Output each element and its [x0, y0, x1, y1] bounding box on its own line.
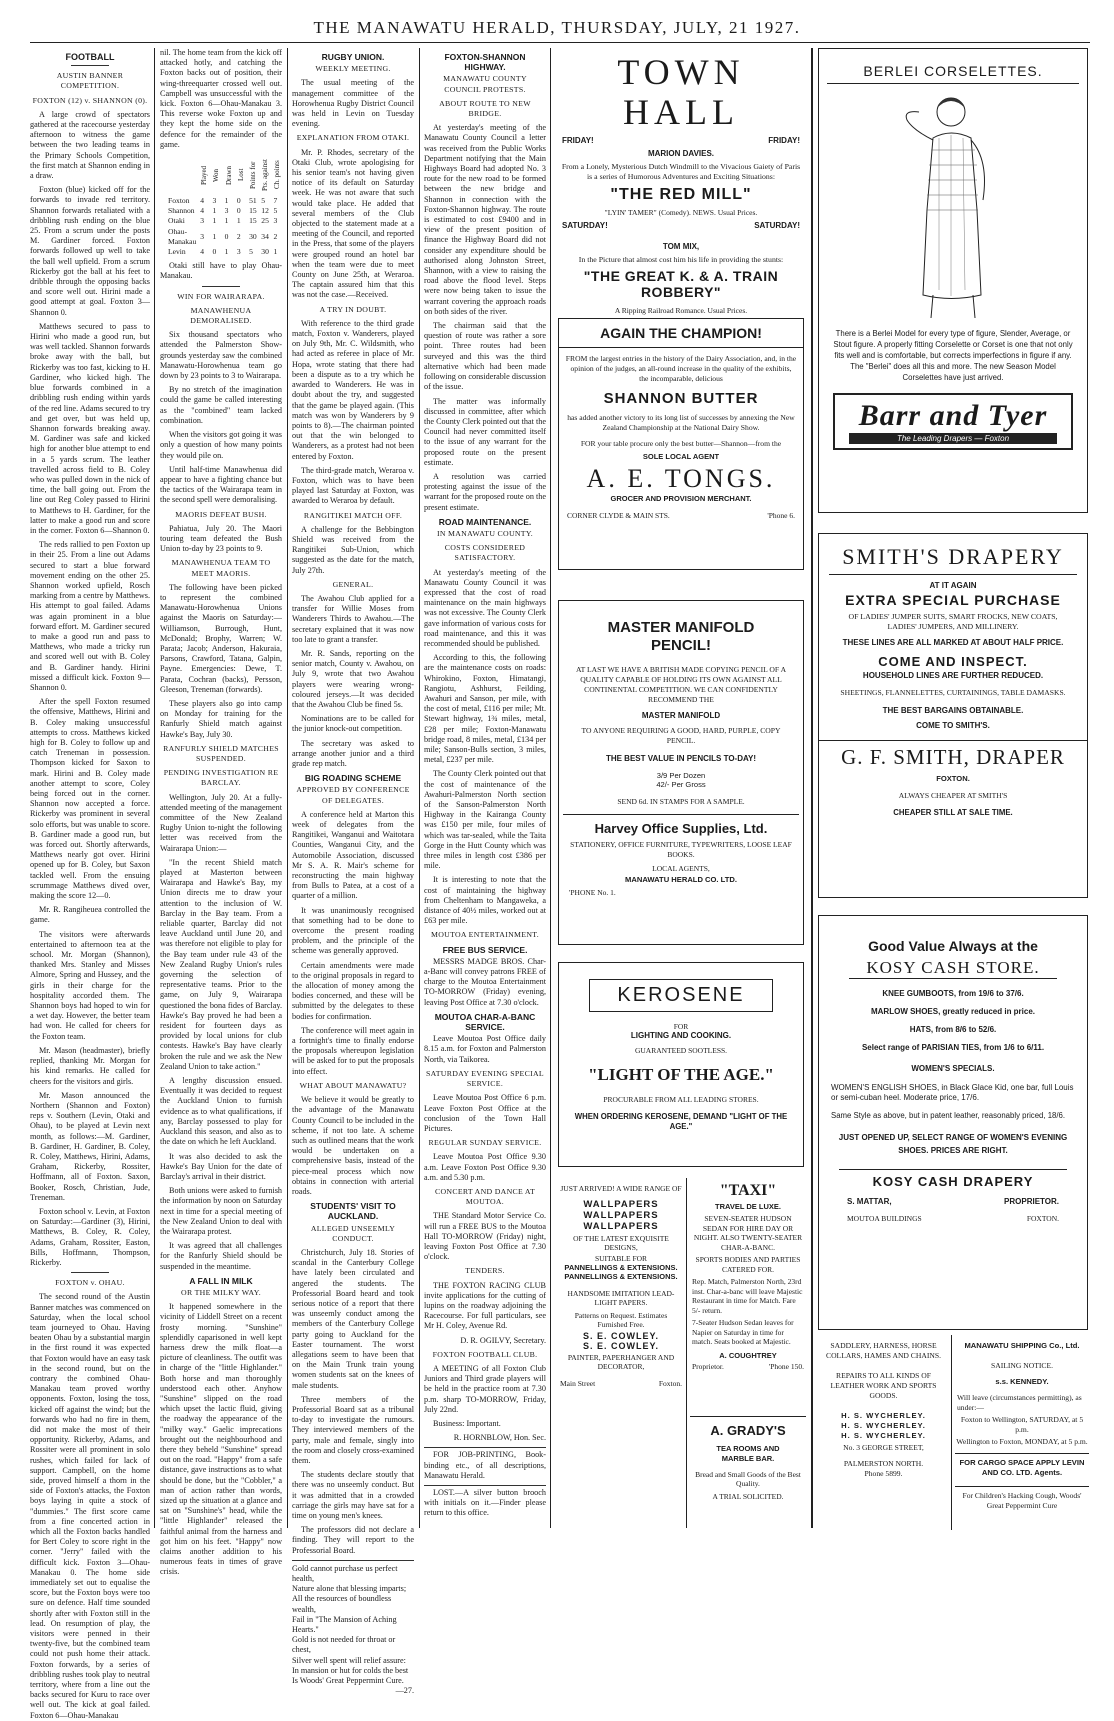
article-paragraph: Mr. R. Rangiheuea controlled the game.: [30, 905, 150, 925]
merchant-name: A. E. TONGS.: [586, 464, 776, 493]
wallpapers-advert: [556, 1178, 686, 1388]
proprietor-name: S. MATTAR,: [847, 1197, 892, 1206]
price-line: JUST OPENED UP, SELECT RANGE OF WOMEN'S EVENING SHOES. PRICES ARE RIGHT.: [838, 1133, 1068, 1155]
wallpaper-line: WALLPAPERS: [583, 1210, 659, 1221]
advert-body: PAINTER, PAPERHANGER AND DECORATOR,: [567, 1353, 675, 1371]
article-subheading: FOXTON (12) v. SHANNON (0).: [32, 95, 148, 105]
sailing-route: Wellington to Foxton, MONDAY, at 5 p.m.: [956, 1437, 1088, 1446]
price-gross: 42/- Per Gross: [656, 780, 706, 789]
article-subheading: EXPLANATION FROM OTAKI.: [296, 133, 410, 143]
film-title: "THE GREAT K. & A. TRAIN ROBBERY": [583, 268, 779, 300]
article-paragraph: It was agreed that all challenges for the Ranfurly Shield should be suspended in the meantime.: [160, 1241, 282, 1271]
article-heading: SATURDAY EVENING SPECIAL SERVICE.: [426, 1068, 544, 1089]
draper-name: G. F. SMITH, DRAPER: [819, 740, 1087, 770]
article-paragraph: The Awahou Club applied for a transfer for Willie Moses from Wanderers Thirds to Awahou.—The secretary explained that it was now too late to grant a transfer.: [292, 593, 414, 644]
masthead: [0, 0, 1114, 40]
article-paragraph: Certain amendments were made to the original proposals in regard to the allocation of money among the bodies concerned, and these will be submitted by the delegates to these bodies for confirmation.: [292, 960, 414, 1021]
advert-headline: EXTRA SPECIAL PURCHASE: [845, 592, 1061, 608]
logo-text: Barr and Tyer: [858, 399, 1048, 432]
advert-body: Rep. Match, Palmerston North, 23rd inst. Char-a-banc will leave Majestic Restaurant in time for Match. Fare 5/- return.: [692, 1277, 803, 1315]
advert-title: BERLEI CORSELETTES.: [827, 63, 1079, 84]
film-description: In the Picture that almost cost him his life in providing the stunts:: [578, 255, 784, 264]
article-paragraph: nil. The home team from the kick off attacked hotly, and catching the Foxton backs out of position, their wing-threequarter crossed well out. Campbell was unsuccessful with the kick. Foxton 6—Ohau-Manakau 3. This reverse woke Foxton up and they kept the home side on the defence for the remainder of the game.: [160, 48, 282, 149]
table-row: Levin 4 0 1 3 5 30 1: [168, 247, 278, 257]
day-label: FRIDAY!: [562, 136, 594, 145]
article-subheading: GENERAL.: [332, 579, 374, 589]
article-paragraph: Foxton school v. Levin, at Foxton on Saturday:—Gardiner (3), Hirini, Matthews, B. Coley, R. Coley, Adams, Graham, Rossiter, Easton, Bills, Hoffmann, Thompson, Rickerby.: [30, 1206, 150, 1267]
article-paragraph: The County Clerk pointed out that the cost of maintenance of the Awahuri-Palmerston North section of the Sanson-Palmerston North Highway in the Kairanga County was £150 per mile, four miles of which was tar-sealed, while the Taita Gorge in the Hutt County which was three miles in length cost £386 per mile.: [424, 769, 546, 871]
article-heading: AUSTIN BANNER COMPETITION.: [56, 71, 124, 91]
advert-title: A. GRADY'S: [710, 1423, 786, 1438]
advert-body: AT LAST WE HAVE A BRITISH MADE COPYING PENCIL OF A QUALITY CAPABLE OF HOLDING ITS OWN AGAINST ALL CONTINENTAL COMPETITION. WE CAN CONFIDENTLY RECOMMEND THE: [575, 665, 787, 704]
advert-body: 7-Seater Hudson Sedan leaves for Napier on Saturday in time for match. Seats booked at Majestic.: [692, 1318, 794, 1346]
store-name: KOSY CASH STORE.: [849, 958, 1057, 979]
article-paragraph: Leave Moutoa Post Office 9.30 a.m. Leave Foxton Post Office 9.30 a.m. and 5.30 p.m.: [424, 1152, 546, 1182]
table-header: Pts. against: [261, 159, 270, 191]
article-paragraph: The chairman said that the question of route was rather a sore point. Three routes had been surveyed and this was the third alternative which had been made following on considerable discussion of the issue.: [424, 321, 546, 392]
article-paragraph: A large crowd of spectators gathered at the racecourse yesterday afternoon to witness the game between the two leading teams in the Primary Schools Competition, the first match at Shannon ending in a draw.: [30, 109, 150, 181]
advert-sub: TEA ROOMS AND MARBLE BAR.: [716, 1444, 780, 1463]
article-paragraph: The secretary was asked to arrange another junior and a third grade rep match.: [292, 738, 414, 768]
saddler-address: No. 3 GEORGE STREET,: [843, 1443, 924, 1452]
article-paragraph: It was also decided to ask the Hawke's Bay Union for the date of Barclay's arrival in their district.: [160, 1151, 282, 1181]
advert-sub: TRAVEL DE LUXE.: [715, 1201, 781, 1211]
company-name: Harvey Office Supplies, Ltd.: [563, 814, 799, 836]
advert-headline: COME AND INSPECT.: [878, 654, 1028, 669]
advert-body: PANNELLINGS & EXTENSIONS.: [564, 1272, 678, 1281]
advert-title: MANAWATU SHIPPING Co., Ltd.: [964, 1341, 1080, 1350]
advert-body: has added another victory to its long list of successes by annexing the New Zealand Championship at the National Dairy Show.: [567, 413, 795, 432]
article-paragraph: Matthews secured to pass to Hirini who made a good run, but was well tackled. Shannon forwards broke away with the ball, but Rickerby was too fast, kicking to H. Gardiner, who kicked high. The blue forwards combined in a dribbling rush ending within yards of the red line. Adams secured to try and get over, but was held up, Shannon forwards breaking away. M. Gardiner was safe and kicked high for another blue attempt to end in a 5 yards scrum. The leather travelled across field to B. Coley who was pulled down in the nick of time, the ball going out. From the line out Reg Coley passed to Hirini to Matthews to H. Gardiner, for the latter to make a good run and score in the corner. Foxton 6—Shannon 0.: [30, 321, 150, 535]
signature: D. R. OGILVY, Secretary.: [460, 1335, 546, 1345]
film-title: "THE RED MILL": [610, 186, 752, 203]
article-paragraph: Six thousand spectators who attended the Palmerston Show-grounds yesterday saw the combined Manawatu-Horowhenua team go down by 23 points to 3 to Wairarapa.: [160, 330, 282, 381]
article-heading: ROAD MAINTENANCE.: [438, 516, 532, 527]
agent-name: MANAWATU HERALD CO. LTD.: [625, 875, 737, 884]
ship-name: s.s. KENNEDY.: [995, 1377, 1049, 1386]
trader-street: Main Street: [560, 1379, 596, 1388]
article-subheading: WHAT ABOUT MANAWATU?: [299, 1080, 407, 1090]
trader-town: Foxton.: [658, 1379, 682, 1388]
trader-name: S. E. COWLEY.: [582, 1331, 659, 1341]
advert-body: SHEETINGS, FLANNELETTES, CURTAININGS, TABLE DAMASKS.: [840, 688, 1066, 697]
taxi-advert: [690, 1178, 806, 1410]
advert-body: CHEAPER STILL AT SALE TIME.: [893, 808, 1013, 817]
column-3: [292, 48, 414, 1696]
lost-and-found: [556, 1395, 684, 1528]
drapery-name: KOSY CASH DRAPERY: [839, 1169, 1067, 1189]
article-subheading: ABOUT ROUTE TO NEW BRIDGE.: [439, 98, 531, 119]
article-paragraph: Pahiatua, July 20. The Maori touring team defeated the Bush Union to-day by 23 points to 9.: [160, 523, 282, 554]
saddler-name: H. S. WYCHERLEY.: [841, 1431, 926, 1440]
article-paragraph: LOST.—A silver button brooch with initials on it.—Finder please return to this office.: [424, 1485, 546, 1519]
article-subheading: A TRY IN DOUBT.: [319, 304, 387, 314]
draper-town: FOXTON.: [936, 774, 970, 783]
masthead-rule: [30, 42, 1090, 43]
article-heading: FOXTON FOOTBALL CLUB.: [432, 1349, 538, 1359]
article-paragraph: These players also go into camp on Monday for training for the Ranfurly Shield match against Hawke's Bay, July 30.: [160, 698, 282, 739]
table-header: Points for: [249, 161, 258, 189]
article-paragraph: It is interesting to note that the cost of maintaining the highway from Cheltenham to Mangaweka, a distance of 40½ miles, worked out at £63 per mile.: [424, 875, 546, 926]
article-heading: REGULAR SUNDAY SERVICE.: [428, 1138, 542, 1148]
value-claim: THE BEST VALUE IN PENCILS TO-DAY!: [605, 754, 757, 763]
article-paragraph: We believe it would be greatly to the advantage of the Manawatu County Council to be included in the scheme, if not too late. A scheme such as outlined means that the work would be undertaken on a comprehensive basis, instead of the piece-meal process which now obtains in connection with arterial roads.: [292, 1095, 414, 1196]
sailing-route: Foxton to Wellington, SATURDAY, at 5 p.m.: [960, 1415, 1084, 1434]
price-line: WOMEN'S ENGLISH SHOES, in Black Glace Kid, one bar, full Louis or semi-cuban heel. Moderate price, 17/6.: [831, 1083, 1074, 1102]
advert-body: PROCURABLE FROM ALL LEADING STORES.: [603, 1095, 759, 1104]
saddler-name: H. S. WYCHERLEY.: [841, 1411, 926, 1420]
column-divider: [811, 48, 813, 1528]
article-paragraph: A resolution was carried protesting against the issue of the warrant for the proposed route on the present estimate.: [424, 471, 546, 512]
article-paragraph: Foxton (blue) kicked off for the forwards to invade red territory. Shannon forwards retaliated with a dribbling rush ending on the blue 25. From a scrum under the posts M. Gardiner forced. Foxton forwards followed up well to take the ball well upfield. From a scrum Rickerby got the ball at his feet to dribble through the opposing backs and score well out. Hirini made a good attempt at goal. Foxton 3—Shannon 0.: [30, 185, 150, 317]
article-paragraph: THE Standard Motor Service Co. will run a FREE BUS to the Moutoa Hall TO-MORROW (Friday) night, leaving Foxton Post Office at 7.30 o'clock.: [424, 1211, 546, 1262]
section-label: WOMEN'S SPECIALS.: [911, 1064, 995, 1073]
article-subheading: PENDING INVESTIGATION RE BARCLAY.: [163, 768, 279, 788]
article-subheading: IN MANAWATU COUNTY.: [436, 528, 534, 538]
advert-body: COME TO SMITH'S.: [916, 721, 990, 730]
advert-body: THE BEST BARGAINS OBTAINABLE.: [882, 706, 1024, 715]
grady-tearooms-advert: [690, 1416, 806, 1528]
kosy-cash-store-advert: [818, 915, 1088, 1330]
article-heading: MANAWATU COUNTY COUNCIL PROTESTS.: [443, 74, 527, 94]
shipping-notice-advert: [955, 1335, 1089, 1530]
advert-body: HOUSEHOLD LINES ARE FURTHER REDUCED.: [862, 671, 1044, 680]
kerosene-advert: [558, 962, 804, 1167]
article-paragraph: The second round of the Austin Banner matches was commenced on Saturday, when the local school team journeyed to Ohau. Having beaten Ohau by a substantial margin in the first round it was expected that Foxton would have an easy task in the second round, but on the contrary the combined Ohau-Manakau team proved worthy opponents. Foxton, losing the toss, kicked off against the wind; but the forwards who had no fire in them, did not make the most of their opportunity. Rickerby, Adams, and Rossiter were all prominent in solo rushes, which failed for lack of support. Campbell, on the home side, proved himself a thorn in the side of Foxton's attacks, the Foxton boys laying in quite a stock of "dummies." The first score came from a fine concerted action in which all the Foxton backs handled for Bert Coley to score right in the corner. "Jerry" failed with the difficult kick. Foxton 3—Ohau-Manakau 0. The home side immediately set out to equalise the score, but the Foxton boys were too sure on defence. Half time sounded shortly after with Foxton still in the lead. On resumption of play, the visitors were penned in their twenty-five, but the combined team could not push home their attack. Foxton forwards, by a series of dribbling rushes took play to neutral territory, where from a line out the backs secured for Kuru to race over well out. The kick at goal failed. Foxton 6—Ohau-Manakau: [30, 1292, 150, 1720]
advert-title: KEROSENE: [589, 979, 773, 1012]
product-name: SHANNON BUTTER: [603, 390, 759, 407]
article-paragraph: Christchurch, July 18. Stories of scandal in the Canterbury College have lately been circulated and angered the students. The Professorial Board heard and took serious notice of a report that there was unseemly conduct among the members of the Canterbury College party going to Auckland for the Easter tournament. The worst allegations seem to have been that on the Main Trunk train young women students sat on the knees of male students.: [292, 1247, 414, 1390]
store-town: FOXTON.: [1026, 1214, 1059, 1223]
article-paragraph: The usual meeting of the management committee of the Horowhenua Rugby District Council was held in Levin on Tuesday evening.: [292, 78, 414, 129]
article-heading: WIN FOR WAIRARAPA.: [177, 291, 265, 301]
wallpaper-line: WALLPAPERS: [583, 1221, 659, 1232]
cargo-agents: FOR CARGO SPACE APPLY LEVIN AND CO. LTD. Agents.: [955, 1453, 1089, 1478]
film-star: MARION DAVIES.: [647, 149, 715, 158]
advert-body: TO ANYONE REQUIRING A GOOD, HARD, PURPLE, COPY PENCIL.: [581, 726, 781, 745]
advert-title: Good Value Always at the: [868, 938, 1038, 954]
section-heading: FOOTBALL: [65, 52, 115, 62]
article-paragraph: The students declare stoutly that there was no unseemly conduct. But it was admitted that in a crowded carriage the girls may have sat for a time on young men's knees.: [292, 1470, 414, 1521]
section-heading: RUGBY UNION.: [321, 52, 385, 62]
article-paragraph: The visitors were afterwards entertained to afternoon tea at the school. Mr. Morgan (Shannon), thanked Mrs. Stanley and Misses Almore, Spring and Hussey, and the girls in their charge for the hospitality accorded them. The Shannon boys had hoped to win for a wet day. However, the better team had won. He called for cheers for the Foxton team.: [30, 929, 150, 1041]
article-subheading: OR THE MILKY WAY.: [181, 1287, 261, 1297]
advert-body: OF THE LATEST EXQUISITE DESIGNS,: [573, 1234, 669, 1252]
divider: [71, 65, 109, 66]
wallpaper-line: WALLPAPERS: [583, 1199, 659, 1210]
article-heading: A FALL IN MILK: [189, 1275, 253, 1286]
article-paragraph: Until half-time Manawhenua did appear to have a fighting chance but the tactics of the Wairarapa team in the second spell were demoralising.: [160, 464, 282, 505]
article-heading: MOUTOA ENTERTAINMENT.: [430, 930, 539, 940]
column-2: [160, 48, 282, 1577]
manifold-pencil-advert: [558, 600, 804, 945]
article-heading: FOXTON v. OHAU.: [55, 1278, 125, 1288]
advert-title: MASTER MANIFOLD PENCIL!: [607, 619, 755, 654]
advert-body: A TRIAL SOLICITED.: [712, 1492, 784, 1501]
newspaper-title: THE MANAWATU HERALD, THURSDAY, JULY, 21 1927.: [313, 18, 801, 37]
smiths-drapery-advert: [818, 533, 1088, 898]
article-paragraph: A MEETING of all Foxton Club Juniors and Third grade players will be held in the practice room at 7.30 p.m. sharp TO-MORROW, Friday, July 22nd.: [424, 1363, 546, 1414]
town-hall-advert: [556, 48, 806, 315]
advert-body: OF LADIES' JUMPER SUITS, SMART FROCKS, NEW COATS, LADIES' JUMPERS, AND MILLINERY.: [848, 612, 1058, 631]
sample-offer: SEND 6d. IN STAMPS FOR A SAMPLE.: [617, 797, 745, 806]
ad-divider: [686, 1178, 687, 1528]
table-row: Otaki 3 1 1 1 15 25 3: [168, 216, 278, 226]
advert-body: Bread and Small Goods of the Best Quality.: [695, 1470, 801, 1488]
article-paragraph: Leave Moutoa Post Office daily 8.15 a.m. for Foxton and Palmerston North, via Taikorea.: [424, 1034, 546, 1064]
price-line: HATS, from 8/6 to 52/6.: [909, 1025, 997, 1034]
article-paragraph: It happened somewhere in the vicinity of Liddell Street on a recent frosty morning. "Sunshine" splendidly caparisoned in well kept harness drew the milk float—a picture of cleanliness. The outfit was in charge of the "little Highlander." Both horse and man thoroughly understood each other. Anyhow "Sunshine" slipped on the road which upset the lactic fluid, giving the roadway the appearance of the "milky way." Gaelic imprecations brought out the neighbourhood and there they beheld "Sunshine" spread out on the road. "Happy" from a safe distance, gave instructions as to what should be done, but the "Cobbler," a man of action rather than words, sized up the situation at a glance and sat on "Sunshine's" head, while the "little Highlander" released the faithful animal from the harness and got him on his feet. "Happy" now claims another addition to his numerous feats in times of grave crisis.: [160, 1302, 282, 1577]
agent-label: SOLE LOCAL AGENT: [642, 452, 720, 461]
advert-body: LIGHTING AND COOKING.: [630, 1031, 732, 1040]
advert-body: FROM the largest entries in the history of the Dairy Association, and, in the opinion of the judges, an all-round increase in the quality of the exhibits, the incomparable, delicious: [565, 354, 797, 383]
article-subheading: RANGITIKEI MATCH OFF.: [303, 510, 403, 520]
day-label: SATURDAY!: [754, 221, 800, 230]
advert-sub: AT IT AGAIN: [929, 581, 977, 590]
merchant-address: CORNER CLYDE & MAIN STS.: [567, 511, 670, 520]
proprietor-label: Proprietor.: [692, 1362, 724, 1371]
article-subheading: ALLEGED UNSEEMLY CONDUCT.: [310, 1223, 396, 1243]
advert-body: HANDSOME IMITATION LEAD-LIGHT PAPERS.: [567, 1289, 675, 1307]
advert-title: "TAXI": [719, 1182, 777, 1199]
article-paragraph: According to this, the following are the maintenance costs on roads: Whirokino, Foxton, Himatangi, Rangiotu, Ashhurst, Feilding, Awahuri and Sanson, per mile, with the cost of metal, £116 per mile; Mt. Stewart highway, 1¾ miles, metal, £28 per mile; Foxton-Manawatu bridge road, 8 miles, metal, £134 per mile; Sanson-Bulls section, 3 miles, metal, £237 per mile.: [424, 653, 546, 765]
article-heading: CONCERT AND DANCE AT MOUTOA.: [434, 1186, 536, 1207]
film-description: From a Lonely, Mysterious Dutch Windmill to the Vivacious Gaiety of Paris is a series of Humorous Adventures and Exciting Situations:: [561, 162, 801, 181]
column-1: [30, 48, 150, 1720]
logo-tagline: The Leading Drapers — Foxton: [849, 433, 1057, 444]
advert-body: JUST ARRIVED! A WIDE RANGE OF: [560, 1184, 682, 1193]
film-star: TOM MIX,: [662, 242, 700, 251]
saddler-phone: Phone 5899.: [864, 1469, 903, 1478]
article-paragraph: FOR JOB-PRINTING, Book-binding etc., of all descriptions, Manawatu Herald.: [424, 1447, 546, 1481]
advert-body: SEVEN-SEATER HUDSON SEDAN FOR HIRE DAY OR NIGHT. ALSO TWENTY-SEATER CHAR-A-BANC.: [693, 1214, 803, 1252]
article-heading: MAORIS DEFEAT BUSH.: [175, 509, 267, 519]
column-divider: [419, 48, 420, 1528]
article-subheading: APPROVED BY CONFERENCE OF DELEGATES.: [296, 785, 410, 805]
article-heading: MANAWHENUA TEAM TO MEET MAORIS.: [171, 558, 271, 578]
price-line: Select range of PARISIAN TIES, from 1/6 to 6/11.: [861, 1043, 1045, 1052]
support-programme: "LYIN' TAMER" (Comedy). NEWS. Usual Prices.: [604, 208, 758, 217]
barr-and-tyer-logo: [833, 393, 1073, 450]
article-paragraph: The following have been picked to represent the combined Manawatu-Horowhenua Unions against the Maoris on Saturday:—Williamson, Burrough, Hunt, McDonald; Brophy, Warren; W. Parata; Jacob; Anderson, Hakuraia, Parsons, Crawford, Tatana, Galpin, Payne. Emergencies: Dewe, T. Parata, Cochran (backs), Persson, Gleeson, Treneman (forwards).: [160, 582, 282, 694]
league-table: [166, 154, 284, 257]
column-4: [424, 48, 546, 1528]
saddler-town: PALMERSTON NORTH.: [843, 1459, 924, 1468]
article-paragraph: At yesterday's meeting of the Manawatu County Council a letter was received from the Public Works Department notifying that the Main Highways Board had adopted No. 3 route for the new road to be formed between the new bridge and Shannon in connection with the Foxton-Shannon highway. The route is estimated to cost £9400 and in view of the present position of finance the Highway Board did not consider any expenditure should be authorised along Johnston Street, Shannon, with a view to raising the road above the flood level. Steps were now being taken to issue the warrant covering the approach roads on both sides of the river.: [424, 123, 546, 316]
article-paragraph: By no stretch of the imagination could the game be called interesting as the "combined" team lacked combination.: [160, 385, 282, 425]
advert-poem: Gold cannot purchase us perfect health, Nature alone that blessing imparts; All the resources of boundless wealth, Fail in "The Mansion of Aching Hearts." Gold is not needed for throat or chest, Silver well spent will relief assure: In mansion or hut for colds the best Is Woods' Great Peppermint Cure. —27.: [292, 1560, 414, 1697]
article-paragraph: After the spell Foxton resumed the offensive, Matthews, Hirini and B. Coley making unsuccessful attempts to cross. Matthews kicked high for B. Coley to follow up and catch Treneman in possession. Thompson kicked for Saxon to mark. Hirini and B. Coley made another attempt to score, Coley being forced out in the corner. Shannon now accepted a force. Rickerby was prominent in several solo efforts, but was unable to score. B. Gardiner made a good run, but was forced out. Shortly afterwards, Matthews nearly got over. Hirini opened up for B. Coley, but Saxon tackled well. From the ensuing scrummage Matthews dived over, making the score 12—0.: [30, 697, 150, 901]
advert-title: AGAIN THE CHAMPION!: [559, 319, 803, 348]
table-header: Drawn: [224, 165, 233, 185]
advert-body: REPAIRS TO ALL KINDS OF LEATHER WORK AND SPORTS GOODS.: [830, 1371, 937, 1400]
article-heading: STUDENTS' VISIT TO AUCKLAND.: [310, 1201, 396, 1222]
article-paragraph: When the visitors got going it was only a question of how many points they would pile on.: [160, 430, 282, 460]
article-heading: MOUTOA CHAR-A-BANC SERVICE.: [434, 1011, 536, 1033]
article-paragraph: Nominations are to be called for the junior knock-out competition.: [292, 714, 414, 734]
advert-body: THESE LINES ARE ALL MARKED AT ABOUT HALF PRICE.: [842, 638, 1064, 647]
article-paragraph: MESSRS MADGE BROS. Char-a-Banc will convey patrons FREE of charge to the Moutoa Entertainment TO-MORROW (Friday) evening, leaving Post Office at 7.30 o'clock.: [424, 956, 546, 1007]
advert-body: FOR your table procure only the best butter—Shannon—from the: [580, 439, 782, 448]
agent-phone: 'PHONE No. 1.: [569, 888, 616, 897]
proprietor-name: A. COUGHTREY: [719, 1350, 777, 1360]
advert-body: Will leave (circumstances permitting), as under:—: [957, 1393, 1082, 1412]
article-paragraph: The matter was informally discussed in committee, after which the County Clerk pointed out that the Council had never committed itself to the issue of any warrant for the proposed route on the present estimate.: [424, 396, 546, 467]
divider: [202, 286, 240, 287]
article-subheading: COSTS CONSIDERED SATISFACTORY.: [444, 543, 526, 563]
proprietor-label: PROPRIETOR.: [1004, 1197, 1059, 1206]
agents-label: LOCAL AGENTS,: [652, 864, 710, 873]
article-paragraph: "In the recent Shield match played at Masterton between Wairarapa and Hawke's Bay, my Union directs me to draw your attention to the inclusion of W. Barclay in the Bay team. From a reliable quarter, Barclay did not leave Auckland until June 20, and was therefore not eligible to play for the Bay team under rule 43 of the New Zealand Rugby Union's rules governing the selection of representative teams. Prior to the game, on July 9, Wairarapa questioned the bona fides of Barclay. Hawke's Bay proved he had been a resident for fourteen days as provided by local unions for club contests. Hawke's Bay have clearly broken the rule and we ask the New Zealand Union to take action.": [160, 857, 282, 1071]
brand-name: "LIGHT OF THE AGE.": [588, 1065, 774, 1084]
product-name: MASTER MANIFOLD: [641, 711, 721, 720]
film-tagline: A Ripping Railroad Romance. Usual Prices.: [614, 306, 748, 315]
store-building: MOUTOA BUILDINGS: [847, 1214, 922, 1223]
advert-title: SADDLERY, HARNESS, HORSE COLLARS, HAMES AND CHAINS.: [826, 1341, 941, 1360]
article-paragraph: At yesterday's meeting of the Manawatu County Council it was expressed that the cost of road maintenance on the main highways was not excessive. The County Clerk gave information of various costs for road maintenance, and this it was recommended should be published.: [424, 567, 546, 648]
day-label: SATURDAY!: [562, 221, 608, 230]
day-label: FRIDAY!: [768, 136, 800, 145]
article-subheading: MANAWHENUA DEMORALISED.: [190, 305, 252, 326]
advert-title: SMITH'S DRAPERY: [829, 544, 1077, 575]
table-header: Ch. points: [273, 160, 282, 190]
article-paragraph: Wellington, July 20. At a fully-attended meeting of the management committee of the New Zealand Rugby Union to-night the following letter was received from the Wairarapa Union:—: [160, 792, 282, 853]
remedy-footer: For Children's Hacking Cough, Woods' Great Peppermint Cure: [955, 1486, 1089, 1511]
advert-body: SUITABLE FOR: [594, 1254, 648, 1263]
signature: R. HORNBLOW, Hon. Sec.: [453, 1433, 546, 1443]
article-paragraph: A conference held at Marton this week of delegates from the Rangitikei, Wanganui and Waitotara Counties, Wanganui City, and the Automobile Association, discussed Mr S. A. R. Mair's scheme for reconstructing the main highway from Bulls to Patea, at a cost of a quarter of a million.: [292, 809, 414, 901]
article-heading: BIG ROADING SCHEME: [304, 773, 402, 784]
article-paragraph: Business: Important.: [433, 1418, 501, 1428]
advert-sub: SAILING NOTICE.: [990, 1361, 1053, 1370]
advert-body: There is a Berlei Model for every type of figure, Slender, Average, or Stout figure. A properly fitting Corselette or Corset is one that not only fits well and is comfortable, but corrects imperfections in figure if any. The "Berlei" does all this and more. The new Season Model Corselettes have just arrived.: [833, 329, 1073, 382]
article-paragraph: Three members of the Professorial Board sat as a tribunal to-day to investigate the rumours. They interviewed members of the party, male and female, singly into the room and closely cross-examined them.: [292, 1394, 414, 1465]
merchant-phone: 'Phone 6.: [767, 511, 795, 520]
article-paragraph: The conference will meet again in a fortnight's time to finally endorse the proposals whereupon legislation will be asked for to put the proposals into effect.: [292, 1025, 414, 1076]
article-paragraph: It was unanimously recognised that something had to be done to overcome the present roading problem, and the principle of the scheme was generally approved.: [292, 905, 414, 956]
advert-body: WHEN ORDERING KEROSENE, DEMAND "LIGHT OF THE AGE.": [574, 1112, 788, 1131]
company-lines: STATIONERY, OFFICE FURNITURE, TYPEWRITERS, LOOSE LEAF BOOKS.: [570, 840, 792, 859]
article-paragraph: Mr. R. Sands, reporting on the senior match, County v. Awahou, on July 9, wrote that two Awahou players were wearing wrong-coloured jerseys.—It was decided that the Awahou Club be fined 5s.: [292, 648, 414, 709]
proprietor-phone: 'Phone 150.: [768, 1362, 804, 1371]
saddlery-advert: [816, 1335, 952, 1530]
article-paragraph: Mr. Mason announced the Northern (Shannon and Foxton) reps v. Southern (Levin, Otaki and Ohau), to be played at Levin next month, as follows:—M. Gardiner, B. Gardiner, H. Gardiner, B. Coley, R. Coley, Matthews, Hirini, Adams, Graham, Rickerby, Rossiter, Hoffmann, all of Foxton. Saxon, Booker, Rosch, Christian, Jude, Treneman.: [30, 1090, 150, 1202]
article-subheading: FREE BUS SERVICE.: [442, 944, 528, 955]
price-dozen: 3/9 Per Dozen: [656, 771, 706, 780]
price-line: Same Style as above, but in patent leather, reasonably priced, 18/6.: [831, 1111, 1066, 1120]
table-header: Played: [200, 165, 209, 185]
article-paragraph: The reds rallied to pen Foxton up in their 25. From a line out Adams secured to start a blue forward movement ending on the other 25. Shannon worked upfield, Rosch marking from a centre by Matthews. His attempt to goal failed. Adams was again prominent in a blue forward effort. M. Gardiner secured to make a good run and pass to Matthews, who made a tricky run and scored well out with B. Coley and B. Gardiner handy. Hirini missed a difficult kick. Foxton 9—Shannon 0.: [30, 540, 150, 692]
section-heading: FOXTON-SHANNON HIGHWAY.: [444, 52, 526, 73]
advert-body: Patterns on Request. Estimates Furnished Free.: [574, 1311, 668, 1329]
advert-title: TOWN HALL: [617, 52, 745, 132]
article-paragraph: Mr. Mason (headmaster), briefly replied, thanking Mr. Morgan for his kind remarks. He called for cheers for the visitors and girls.: [30, 1045, 150, 1086]
article-paragraph: THE FOXTON RACING CLUB invite applications for the cutting of lupins on the roadway adjoining the Racecourse. For full particulars, see Mr H. Coley, Avenue Rd.: [424, 1280, 546, 1331]
advert-body: SPORTS BODIES AND PARTIES CATERED FOR.: [695, 1255, 801, 1274]
saddler-name: H. S. WYCHERLEY.: [841, 1421, 926, 1430]
table-row: Shannon 4 1 3 0 15 12 5: [168, 206, 278, 216]
column-divider: [154, 48, 155, 1528]
article-paragraph: Otaki still have to play Ohau-Manakau.: [160, 261, 282, 281]
column-divider: [550, 48, 551, 1528]
advert-body: PANNELLINGS & EXTENSIONS.: [564, 1263, 678, 1272]
article-heading: TENDERS.: [465, 1266, 505, 1276]
shannon-butter-advert: [558, 318, 804, 570]
divider: [71, 1272, 109, 1273]
league-table-header: [166, 154, 284, 196]
article-paragraph: A challenge for the Bebbington Shield was received from the Rangitikei Sub-Union, which suggested as the date for the match, July 27th.: [292, 524, 414, 575]
article-paragraph: A lengthy discussion ensued. Eventually it was decided to request the Auckland Union to furnish evidence as to what qualifications, if any, Barclay possessed to play for Auckland this season, and also as to the date on which he left Auckland.: [160, 1076, 282, 1147]
corselette-figure-illustration: [893, 90, 1013, 320]
advert-body: ALWAYS CHEAPER AT SMITH'S: [898, 791, 1008, 800]
article-paragraph: The third-grade match, Weraroa v. Foxton, which was to have been played last Saturday at Foxton, was awarded to Weraroa by default.: [292, 465, 414, 506]
article-paragraph: With reference to the third grade match, Foxton v. Wanderers, played on July 9th, Mr. C. Wildsmith, who had acted as referee in place of Mr. Hopa, wrote stating that there had been a dispute as to a try which he awarded to Wanderers. He was in doubt about the try, and suggested that the game be played again. (This match was won by Wanderers by 9 points to 8).—The chairman pointed out that the win belonged to Wanderers, as a protest had not been entered by Foxton.: [292, 318, 414, 461]
article-paragraph: Leave Moutoa Post Office 6 p.m. Leave Foxton Post Office at the conclusion of the Town Hall Pictures.: [424, 1093, 546, 1133]
article-paragraph: Mr. P. Rhodes, secretary of the Otaki Club, wrote apologising for his senior team's not having given notice of its default on Saturday week. He was not aware that such would take place. He added that several members of the Club objected to the statement made at a meeting of the Council, and reported in the Press, that some of the players were grouped round an hotel bar when the team were due to meet County on June 25th, at Weraroa. The captain assured him that this was not the case.—Received.: [292, 147, 414, 300]
advert-body: FOR: [673, 1022, 689, 1031]
article-paragraph: The professors did not declare a finding. They will report to the Professorial Board.: [292, 1525, 414, 1555]
price-line: KNEE GUMBOOTS, from 19/6 to 37/6.: [882, 989, 1024, 998]
advert-body: GUARANTEED SOOTLESS.: [634, 1046, 728, 1055]
table-row: Foxton 4 3 1 0 51 5 7: [168, 196, 278, 206]
column-divider: [287, 48, 288, 1528]
table-header: Lost: [236, 168, 245, 182]
article-heading: RANFURLY SHIELD MATCHES SUSPENDED.: [163, 743, 279, 763]
price-line: MARLOW SHOES, greatly reduced in price.: [870, 1007, 1036, 1016]
merchant-trade: GROCER AND PROVISION MERCHANT.: [610, 494, 752, 503]
article-paragraph: Both unions were asked to furnish the information by noon on Saturday next in time for a special meeting of the New Zealand Union to deal with the Wairarapa protest.: [160, 1186, 282, 1236]
table-header: Won: [212, 168, 221, 182]
article-heading: WEEKLY MEETING.: [315, 64, 391, 74]
table-row: Ohau-Manakau 3 1 0 2 30 34 2: [168, 226, 278, 246]
berlei-corselettes-advert: [818, 48, 1088, 513]
trader-name: S. E. COWLEY.: [582, 1341, 659, 1351]
